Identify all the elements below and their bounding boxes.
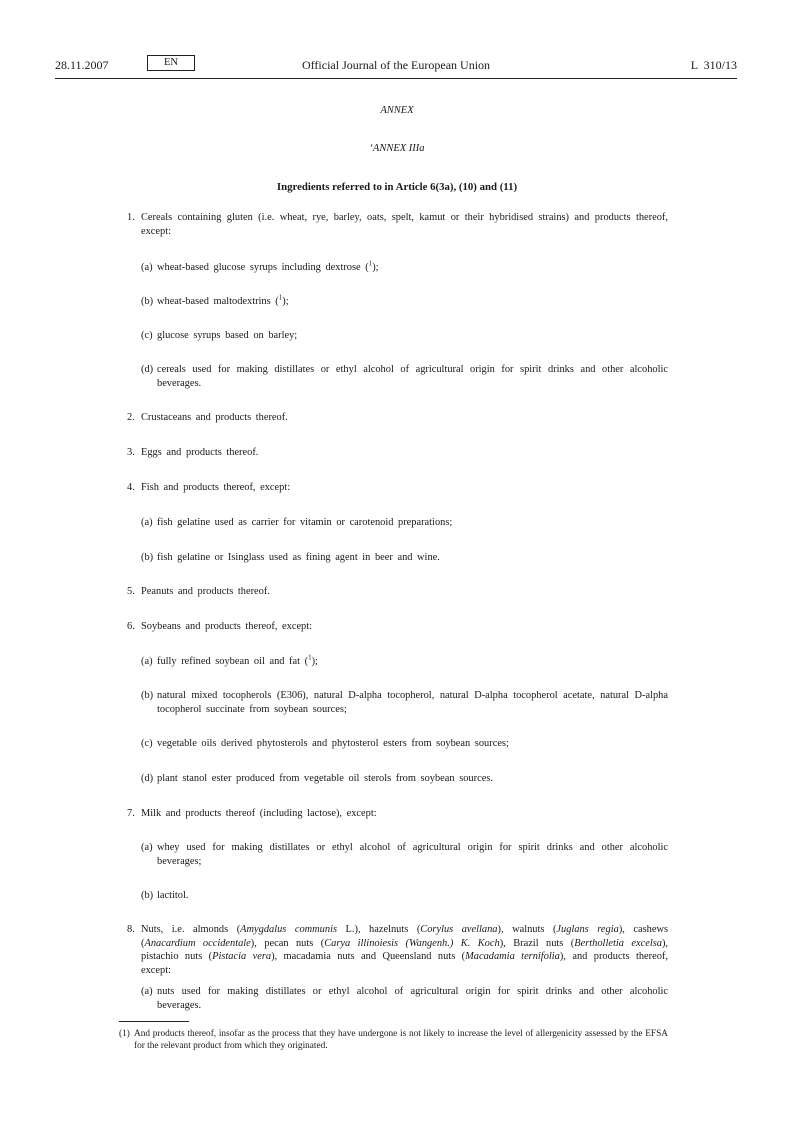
sub-item-text: lactitol. xyxy=(157,890,189,901)
annex-label: ANNEX xyxy=(380,105,414,116)
page-reference: L 310/13 xyxy=(690,58,737,72)
list-item xyxy=(127,585,668,599)
language-badge: EN xyxy=(147,55,195,71)
sub-item-letter: (a) xyxy=(141,656,153,667)
species-name: Juglans regia xyxy=(556,924,619,935)
sub-item-letter: (a) xyxy=(141,842,153,853)
list-item xyxy=(127,411,668,425)
sub-item-text: whey used for making distillates or ethyl alcohol of agricultural origin for spirit drinks and other alcoholic beverages; xyxy=(157,842,668,867)
list-item xyxy=(127,211,668,238)
item-number: 7. xyxy=(127,808,135,819)
sub-item-text: fish gelatine used as carrier for vitamin or carotenoid preparations; xyxy=(157,517,453,528)
sub-item xyxy=(141,985,668,1012)
list-item xyxy=(127,446,668,460)
sub-item xyxy=(141,689,668,716)
sub-item xyxy=(141,363,668,390)
item-text: Cereals containing gluten (i.e. wheat, rye, barley, oats, spelt, kamut or their hybridised strains) and products thereof, except: xyxy=(141,212,668,237)
list-item xyxy=(127,481,668,495)
list-item xyxy=(127,923,668,977)
item-number: 4. xyxy=(127,482,135,493)
sub-item-letter: (b) xyxy=(141,296,154,307)
sub-item-text: cereals used for making distillates or ethyl alcohol of agricultural origin for spirit drinks and other alcoholic beverages. xyxy=(157,364,668,389)
annex-heading: Ingredients referred to in Article 6(3a), (10) and (11) xyxy=(276,181,518,193)
list-item xyxy=(127,620,668,634)
sub-item-letter: (a) xyxy=(141,262,153,273)
item-text: Milk and products thereof (including lactose), except: xyxy=(141,808,377,819)
footnote xyxy=(119,1028,668,1052)
sub-item-letter: (d) xyxy=(141,364,154,375)
species-name: Carya illinoiesis (Wangenh.) K. Koch xyxy=(324,937,500,949)
species-name: Bertholletia excelsa xyxy=(574,937,662,949)
annex-sublabel: ‘ANNEX IIIa xyxy=(369,143,425,154)
footnote-number: (1) xyxy=(119,1029,130,1039)
species-name: Anacardium occidentale xyxy=(144,937,251,949)
sub-item-text: wheat-based glucose syrups including dextrose xyxy=(157,262,361,273)
species-name: Macadamia ternifolia xyxy=(465,951,560,962)
item-text: Crustaceans and products thereof. xyxy=(141,412,288,423)
list-item xyxy=(127,807,668,821)
sub-item xyxy=(141,841,668,868)
sub-item-text: fish gelatine or Isinglass used as fining agent in beer and wine. xyxy=(157,552,440,563)
sub-item-text: wheat-based maltodextrins xyxy=(157,296,271,307)
sub-item-letter: (c) xyxy=(141,330,153,341)
item-text: Nuts, i.e. almonds (Amygdalus communis L.), hazelnuts (Corylus avellana), walnuts (Juglans regia), cashews (Anacardium occidentale), pecan nuts (Carya illinoiesis (Wangenh.) K. Koch), Brazil nuts (Bertholletia excelsa), pistachio nuts (Pistacia vera), macadamia nuts and Queensland nuts (Macadamia ternifolia), and products thereof, except: xyxy=(141,924,669,976)
species-name: Corylus avellana xyxy=(420,924,498,935)
sub-item-text: fully refined soybean oil and fat xyxy=(157,656,301,667)
page-header xyxy=(55,58,737,79)
footnote-ref[interactable]: 1 xyxy=(278,293,283,302)
item-number: 5. xyxy=(127,586,135,597)
sub-item xyxy=(141,551,668,565)
item-text: Eggs and products thereof. xyxy=(141,447,259,458)
sub-item xyxy=(141,516,668,530)
item-text: Soybeans and products thereof, except: xyxy=(141,621,313,632)
item-text: Peanuts and products thereof. xyxy=(141,586,270,597)
sub-item xyxy=(141,329,668,343)
sub-item xyxy=(141,889,668,903)
item-text: Fish and products thereof, except: xyxy=(141,482,291,493)
footnote-ref[interactable]: 1 xyxy=(368,259,373,268)
species-name: Amygdalus communis xyxy=(240,924,338,935)
item-number: 3. xyxy=(127,447,135,458)
sub-item: (a) fully refined soybean oil and fat ($^1$); xyxy=(141,653,318,667)
sub-item-text: vegetable oils derived phytosterols and phytosterol esters from soybean sources; xyxy=(157,738,509,749)
sub-item-letter: (d) xyxy=(141,773,154,784)
sub-item-letter: (b) xyxy=(141,690,154,701)
sub-item-letter: (a) xyxy=(141,986,153,997)
sub-item-letter: (c) xyxy=(141,738,153,749)
item-number: 6. xyxy=(127,621,135,632)
sub-item-text: nuts used for making distillates or ethyl alcohol of agricultural origin for spirit drinks and other alcoholic beverages. xyxy=(157,986,668,1011)
publication-date: 28.11.2007 xyxy=(55,58,109,72)
sub-item xyxy=(141,737,668,751)
sub-item xyxy=(141,772,668,786)
journal-title: Official Journal of the European Union xyxy=(301,58,491,72)
footnote-text: And products thereof, insofar as the process that they have undergone is not likely to increase the level of allergenicity assessed by the EFSA for the relevant product from which they originated. xyxy=(134,1029,668,1051)
sub-item: (b) wheat-based maltodextrins ($^1$); xyxy=(141,293,289,307)
footnote-ref[interactable]: 1 xyxy=(308,653,312,662)
item-number: 1. xyxy=(127,212,135,223)
species-name: Pistacia vera xyxy=(212,951,272,962)
item-number: 8. xyxy=(127,924,135,935)
footnote-divider xyxy=(119,1021,189,1022)
sub-item-text: plant stanol ester produced from vegetable oil sterols from soybean sources. xyxy=(157,773,493,784)
sub-item-letter: (a) xyxy=(141,517,153,528)
sub-item-letter: (b) xyxy=(141,552,154,563)
sub-item: (a) wheat-based glucose syrups including dextrose ($^1$); xyxy=(141,259,379,273)
sub-item-text: glucose syrups based on barley; xyxy=(157,330,298,341)
sub-item-letter: (b) xyxy=(141,890,154,901)
item-number: 2. xyxy=(127,412,135,423)
sub-item-text: natural mixed tocopherols (E306), natural D-alpha tocopherol, natural D-alpha tocopherol acetate, natural D-alpha tocopherol succinate from soybean sources; xyxy=(157,690,668,715)
